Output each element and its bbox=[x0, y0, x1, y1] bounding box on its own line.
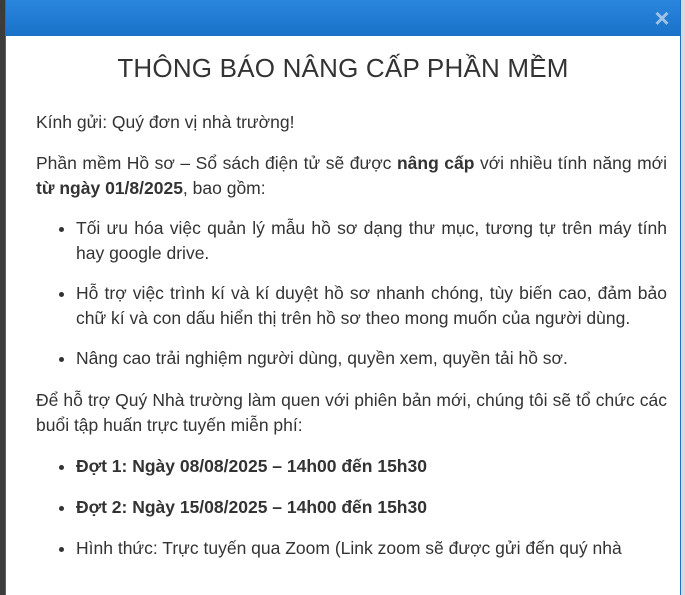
feature-list bbox=[36, 216, 667, 371]
intro-bold-date: từ ngày 01/8/2025 bbox=[36, 178, 183, 198]
dialog-body bbox=[6, 110, 680, 561]
dialog-header bbox=[6, 0, 680, 36]
intro-text-1: Phần mềm Hồ sơ – Sổ sách điện tử sẽ được bbox=[36, 153, 397, 173]
intro-bold-upgrade: nâng cấp bbox=[396, 153, 475, 173]
intro-text-3: , bao gồm: bbox=[182, 178, 266, 198]
feature-item: • Tối ưu hóa việc quản lý mẫu hồ sơ dạng thư mục, tương tự trên máy tính hay google drive. bbox=[76, 216, 667, 266]
feature-item: • Hỗ trợ việc trình kí và kí duyệt hồ sơ nhanh chóng, tùy biến cao, đảm bảo chữ kí và con dấu hiển thị trên hồ sơ theo mong muốn của người dùng. bbox=[76, 281, 667, 331]
announcement-dialog bbox=[5, 0, 681, 595]
feature-item: • Nâng cao trải nghiệm người dùng, quyền xem, quyền tải hồ sơ. bbox=[76, 346, 667, 371]
session-1-text: Đợt 1: Ngày 08/08/2025 – 14h00 đến 15h30 bbox=[76, 456, 427, 476]
session-2-text: Đợt 2: Ngày 15/08/2025 – 14h00 đến 15h30 bbox=[76, 497, 427, 517]
dialog-title: THÔNG BÁO NÂNG CẤP PHẦN MỀM bbox=[117, 53, 569, 83]
intro-paragraph bbox=[36, 151, 667, 201]
session-item bbox=[76, 495, 667, 520]
session-item: • Hình thức: Trực tuyến qua Zoom (Link zoom sẽ được gửi đến quý nhà bbox=[76, 536, 667, 561]
greeting-text: Kính gửi: Quý đơn vị nhà trường! bbox=[36, 112, 295, 132]
support-paragraph: Để hỗ trợ Quý Nhà trường làm quen với phiên bản mới, chúng tôi sẽ tổ chức các buổi tập huấn trực tuyến miễn phí: bbox=[36, 390, 667, 435]
session-item bbox=[76, 454, 667, 479]
intro-text-2: với nhiều tính năng mới bbox=[474, 153, 668, 173]
close-icon[interactable]: × bbox=[654, 3, 670, 33]
session-list bbox=[36, 454, 667, 561]
